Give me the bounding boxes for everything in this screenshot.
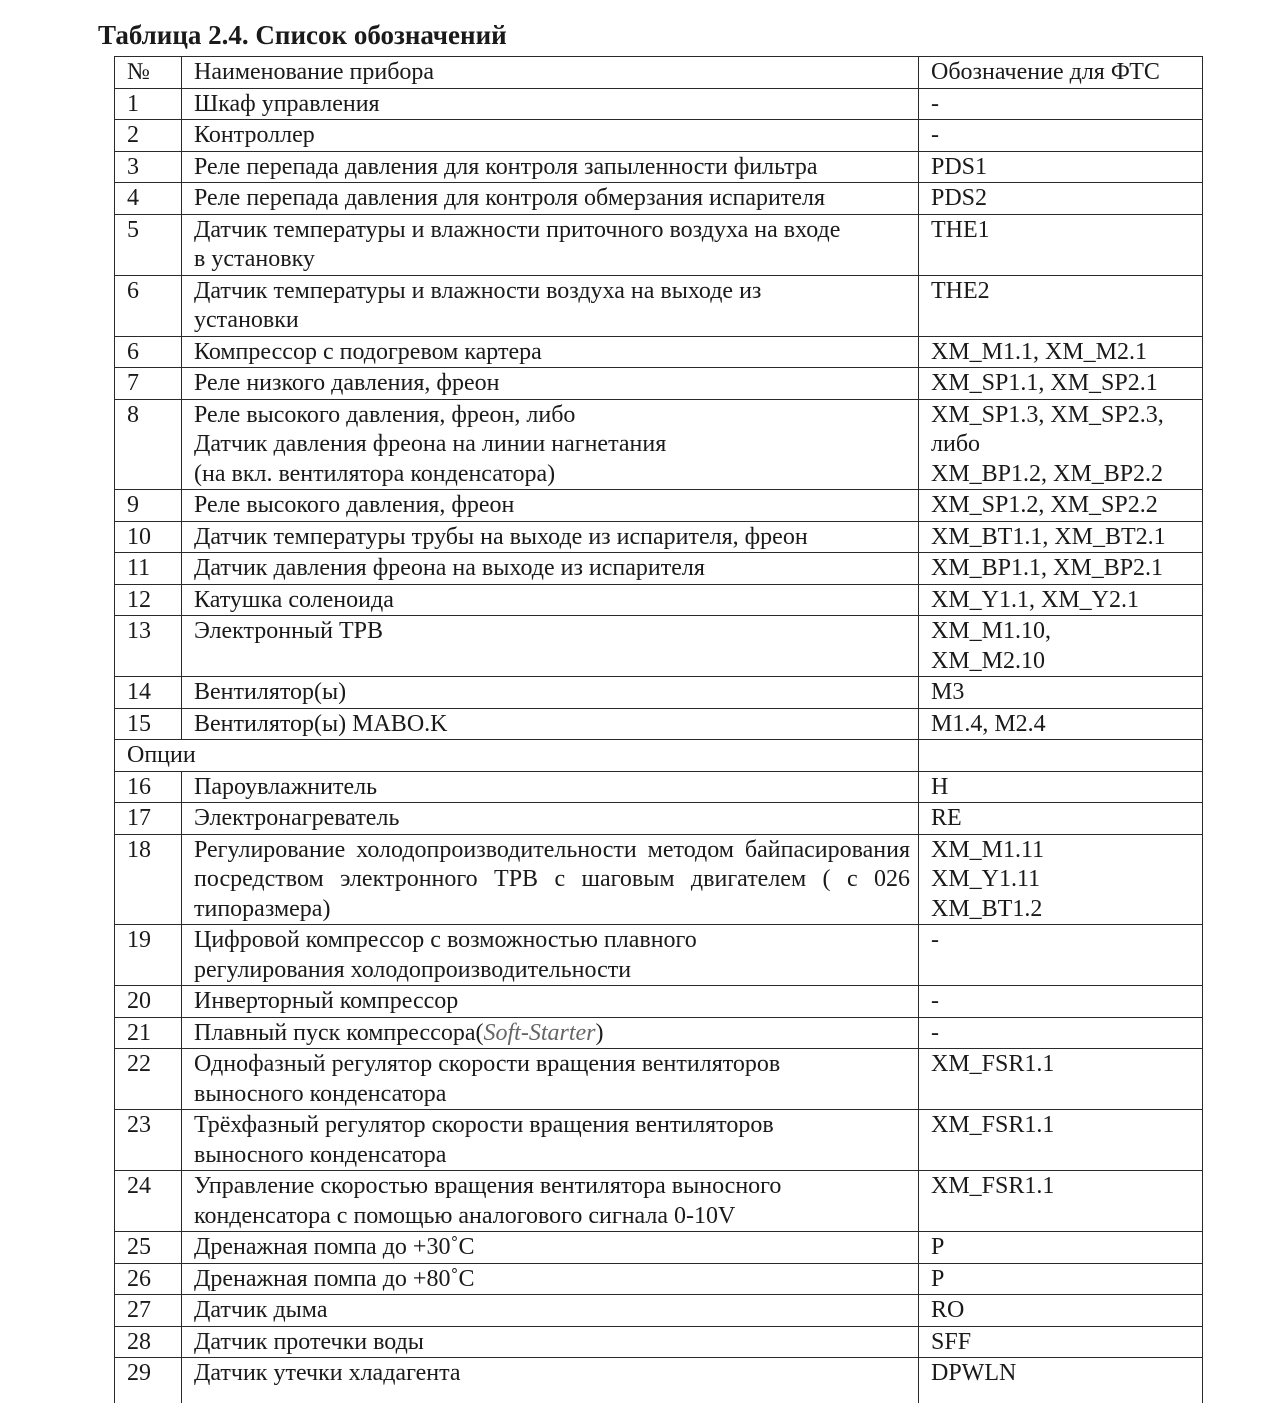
table-row — [115, 925, 1203, 986]
table-row — [115, 275, 1203, 336]
row-num: 17 — [115, 803, 182, 835]
row-code: - — [919, 1017, 1203, 1049]
row-name-prefix: Плавный пуск компрессора( — [194, 1019, 484, 1046]
row-num: 29 — [115, 1358, 182, 1404]
row-name: Реле высокого давления, фреон, либо Датчик давления фреона на линии нагнетания (на вкл. вентилятора конденсатора) — [182, 399, 919, 490]
row-num: 22 — [115, 1049, 182, 1110]
row-code: XM_FSR1.1 — [919, 1049, 1203, 1110]
row-name: Однофазный регулятор скорости вращения вентиляторов выносного конденсатора — [182, 1049, 919, 1110]
row-num: 18 — [115, 834, 182, 925]
table-row — [115, 803, 1203, 835]
section-row-options — [115, 740, 1203, 772]
row-code: M1.4, M2.4 — [919, 708, 1203, 740]
row-code: XM_SP1.2, XM_SP2.2 — [919, 490, 1203, 522]
table-body — [115, 57, 1203, 1404]
row-code: - — [919, 925, 1203, 986]
row-name: Трёхфазный регулятор скорости вращения вентиляторов выносного конденсатора — [182, 1110, 919, 1171]
row-code: M3 — [919, 677, 1203, 709]
row-code: XM_M1.1, XM_M2.1 — [919, 336, 1203, 368]
row-name: Электронный ТРВ — [182, 616, 919, 677]
row-num: 28 — [115, 1326, 182, 1358]
section-empty-cell — [919, 740, 1203, 772]
row-name: Вентилятор(ы) MABO.K — [182, 708, 919, 740]
row-code: XM_SP1.1, XM_SP2.1 — [919, 368, 1203, 400]
table-row — [115, 553, 1203, 585]
table-row — [115, 986, 1203, 1018]
row-code: - — [919, 88, 1203, 120]
row-num: 6 — [115, 336, 182, 368]
row-code: XM_SP1.3, XM_SP2.3, либо XM_BP1.2, XM_BP2.2 — [919, 399, 1203, 490]
table-row — [115, 399, 1203, 490]
row-num: 11 — [115, 553, 182, 585]
row-code: P — [919, 1263, 1203, 1295]
row-name: Компрессор с подогревом картера — [182, 336, 919, 368]
row-code: DPWLN — [919, 1358, 1203, 1404]
row-num: 23 — [115, 1110, 182, 1171]
table-row — [115, 214, 1203, 275]
table-row — [115, 521, 1203, 553]
table-row — [115, 584, 1203, 616]
row-num: 19 — [115, 925, 182, 986]
row-name: Пароувлажнитель — [182, 771, 919, 803]
table-row — [115, 1049, 1203, 1110]
row-name — [182, 1017, 919, 1049]
table-row — [115, 88, 1203, 120]
table-row — [115, 183, 1203, 215]
table-row — [115, 708, 1203, 740]
row-code: RE — [919, 803, 1203, 835]
table-row — [115, 1263, 1203, 1295]
row-num: 24 — [115, 1171, 182, 1232]
table-row — [115, 1326, 1203, 1358]
table-row — [115, 151, 1203, 183]
row-name: Датчик температуры и влажности приточного воздуха на входе в установку — [182, 214, 919, 275]
row-name: Датчик дыма — [182, 1295, 919, 1327]
row-num: 3 — [115, 151, 182, 183]
row-code: - — [919, 120, 1203, 152]
header-num: № — [115, 57, 182, 89]
row-name: Электронагреватель — [182, 803, 919, 835]
table-row — [115, 1110, 1203, 1171]
table-row — [115, 677, 1203, 709]
row-name: Управление скоростью вращения вентилятора выносного конденсатора с помощью аналогового сигнала 0-10V — [182, 1171, 919, 1232]
row-code: - — [919, 986, 1203, 1018]
designations-table — [114, 56, 1203, 1403]
table-row — [115, 120, 1203, 152]
row-num: 16 — [115, 771, 182, 803]
table-row — [115, 336, 1203, 368]
row-code: H — [919, 771, 1203, 803]
header-row — [115, 57, 1203, 89]
table-row — [115, 1017, 1203, 1049]
row-code: RO — [919, 1295, 1203, 1327]
row-code: THE2 — [919, 275, 1203, 336]
row-name: Реле перепада давления для контроля запыленности фильтра — [182, 151, 919, 183]
row-name: Реле низкого давления, фреон — [182, 368, 919, 400]
table-row — [115, 1171, 1203, 1232]
row-num: 13 — [115, 616, 182, 677]
row-name: Реле перепада давления для контроля обмерзания испарителя — [182, 183, 919, 215]
row-name: Дренажная помпа до +80˚С — [182, 1263, 919, 1295]
row-name: Катушка соленоида — [182, 584, 919, 616]
row-code: PDS1 — [919, 151, 1203, 183]
row-num: 21 — [115, 1017, 182, 1049]
row-name: Контроллер — [182, 120, 919, 152]
row-name: Цифровой компрессор с возможностью плавного регулирования холодопроизводительности — [182, 925, 919, 986]
row-num: 27 — [115, 1295, 182, 1327]
table-row — [115, 1232, 1203, 1264]
row-code: XM_BP1.1, XM_BP2.1 — [919, 553, 1203, 585]
row-num: 5 — [115, 214, 182, 275]
table-row — [115, 490, 1203, 522]
row-name: Вентилятор(ы) — [182, 677, 919, 709]
row-num: 25 — [115, 1232, 182, 1264]
table-row — [115, 616, 1203, 677]
row-num: 7 — [115, 368, 182, 400]
row-name-suffix: ) — [595, 1019, 604, 1046]
row-name: Регулирование холодопроизводительности методом байпасирования посредством электронного ТРВ с шаговым двигателем ( с 026 типоразмера) — [182, 834, 919, 925]
row-code: XM_FSR1.1 — [919, 1110, 1203, 1171]
row-name: Датчик температуры трубы на выходе из испарителя, фреон — [182, 521, 919, 553]
row-num: 15 — [115, 708, 182, 740]
table-row — [115, 834, 1203, 925]
row-name: Дренажная помпа до +30˚С — [182, 1232, 919, 1264]
row-num: 8 — [115, 399, 182, 490]
row-num: 2 — [115, 120, 182, 152]
row-code: PDS2 — [919, 183, 1203, 215]
row-num: 9 — [115, 490, 182, 522]
row-code: SFF — [919, 1326, 1203, 1358]
row-code: XM_Y1.1, XM_Y2.1 — [919, 584, 1203, 616]
row-code: XM_BT1.1, XM_BT2.1 — [919, 521, 1203, 553]
row-code: P — [919, 1232, 1203, 1264]
row-num: 14 — [115, 677, 182, 709]
table-row — [115, 368, 1203, 400]
row-code: XM_FSR1.1 — [919, 1171, 1203, 1232]
table-title: Таблица 2.4. Список обозначений — [98, 20, 507, 50]
header-code: Обозначение для ФТС — [919, 57, 1203, 89]
row-num: 12 — [115, 584, 182, 616]
row-num: 6 — [115, 275, 182, 336]
row-name: Инверторный компрессор — [182, 986, 919, 1018]
header-name: Наименование прибора — [182, 57, 919, 89]
row-name: Датчик протечки воды — [182, 1326, 919, 1358]
row-num: 1 — [115, 88, 182, 120]
row-code: XM_M1.10, XM_M2.10 — [919, 616, 1203, 677]
row-name: Датчик давления фреона на выходе из испарителя — [182, 553, 919, 585]
table-row — [115, 1295, 1203, 1327]
row-name: Шкаф управления — [182, 88, 919, 120]
row-name: Реле высокого давления, фреон — [182, 490, 919, 522]
row-num: 10 — [115, 521, 182, 553]
row-name: Датчик утечки хладагента — [182, 1358, 919, 1404]
row-num: 20 — [115, 986, 182, 1018]
table-row — [115, 771, 1203, 803]
row-code: THE1 — [919, 214, 1203, 275]
table-row — [115, 1358, 1203, 1404]
row-name: Датчик температуры и влажности воздуха на выходе из установки — [182, 275, 919, 336]
row-name-italic: Soft-Starter — [483, 1019, 596, 1046]
row-num: 4 — [115, 183, 182, 215]
row-num: 26 — [115, 1263, 182, 1295]
section-label-options: Опции — [115, 740, 919, 772]
row-code: XM_M1.11 XM_Y1.11 XM_BT1.2 — [919, 834, 1203, 925]
